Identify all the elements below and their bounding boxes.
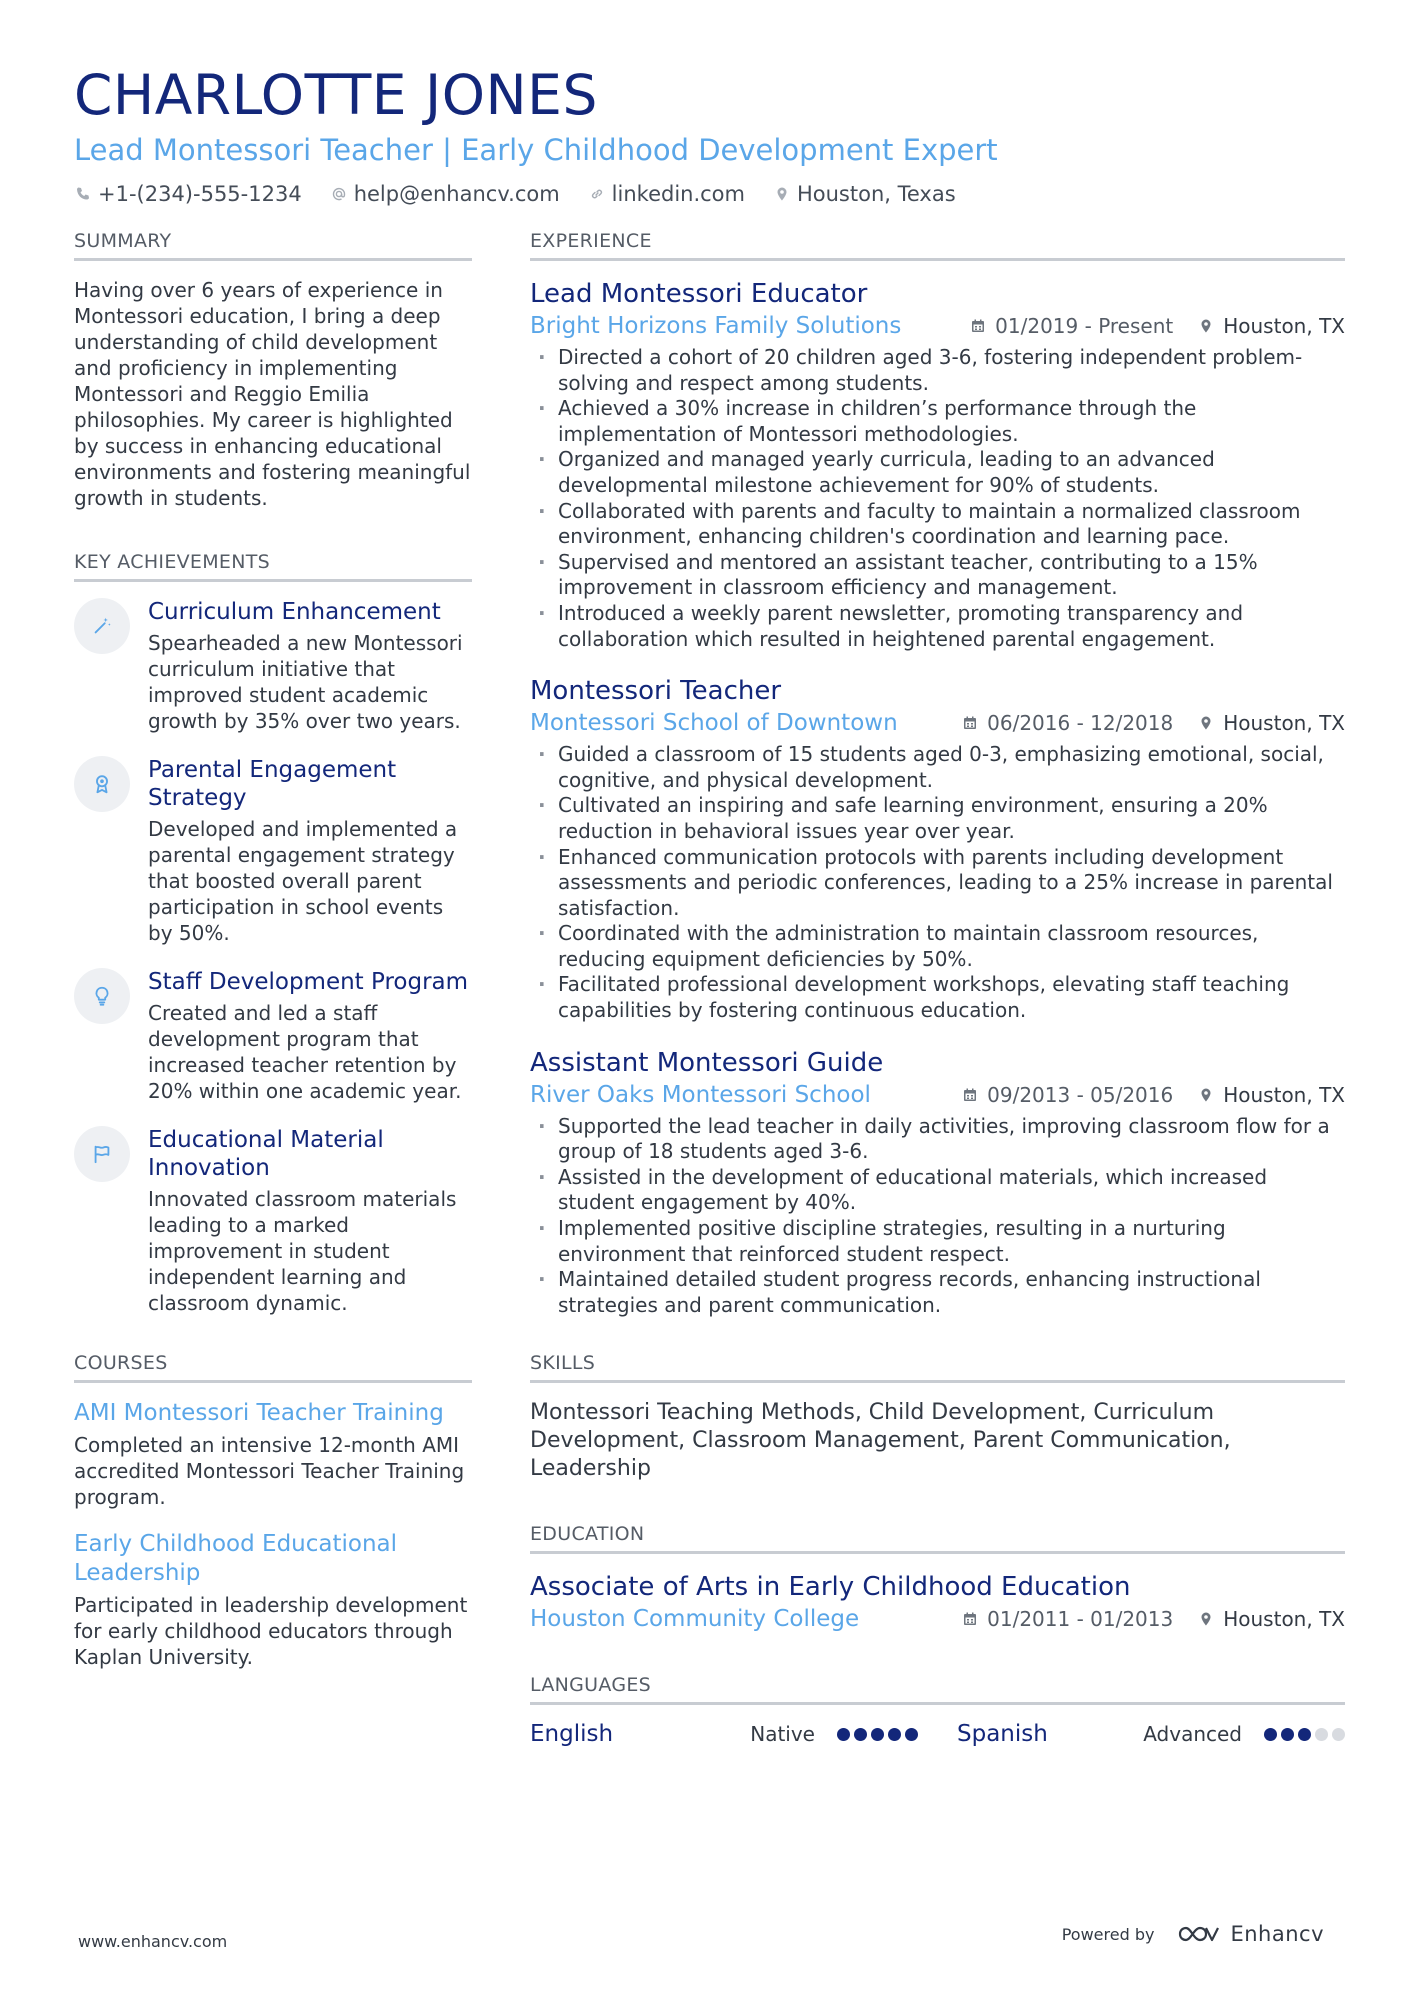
job-entry (530, 674, 1345, 1024)
phone-text: +1-(234)-555-1234 (98, 182, 302, 206)
calendar-icon (961, 714, 979, 732)
achievement-item (74, 1126, 472, 1316)
section-title-languages: LANGUAGES (530, 1674, 1345, 1705)
proficiency-dots (1260, 1728, 1345, 1741)
achievement-item (74, 598, 472, 734)
proficiency-dot-filled (837, 1728, 850, 1741)
section-title-achievements: KEY ACHIEVEMENTS (74, 551, 472, 582)
summary-text: Having over 6 years of experience in Montessori education, I bring a deep understanding of child development and proficiency in implementing Montessori and Reggio Emilia philosophies. My career is highlighted by success in enhancing educational environments and fostering meaningful growth in students. (74, 278, 471, 510)
job-title: Montessori Teacher (530, 676, 782, 707)
job-bullets (530, 742, 1345, 1024)
linkedin-text: linkedin.com (611, 182, 745, 206)
section-title-summary: SUMMARY (74, 230, 472, 261)
flag-icon (74, 1126, 130, 1182)
location-pin-icon (1197, 317, 1215, 335)
bullet-item: · Achieved a 30% increase in children’s performance through the implementation of Montessori methodologies. (530, 396, 1345, 447)
job-company: Montessori School of Downtown (530, 710, 898, 737)
proficiency-dot-filled (1264, 1728, 1277, 1741)
email-text: help@enhancv.com (353, 182, 560, 206)
lightbulb-icon (74, 968, 130, 1024)
job-bullets (530, 345, 1345, 652)
footer-branding (1062, 1922, 1324, 1946)
job-meta (530, 1082, 1345, 1108)
award-icon (74, 756, 130, 812)
achievement-title: Educational Material Innovation (148, 1127, 384, 1181)
language-item (957, 1721, 1345, 1747)
job-dates: 01/2019 - Present (995, 314, 1174, 338)
link-icon (588, 185, 606, 203)
contact-row (74, 182, 1344, 206)
job-title: Assistant Montessori Guide (530, 1047, 884, 1078)
achievement-title: Parental Engagement Strategy (148, 757, 397, 811)
job-location: Houston, TX (1223, 1082, 1345, 1107)
bullet-item: · Coordinated with the administration to maintain classroom resources, reducing equipment deficiencies by 50%. (530, 921, 1345, 972)
bullet-item: · Implemented positive discipline strategies, resulting in a nurturing environment that reinforced student respect. (530, 1216, 1345, 1267)
section-title-skills: SKILLS (530, 1352, 1345, 1383)
proficiency-dot-filled (1298, 1728, 1311, 1741)
enhancv-logo-icon (1176, 1922, 1222, 1946)
brand-name: Enhancv (1230, 1922, 1324, 1946)
magic-wand-icon (74, 598, 130, 654)
course-title: Early Childhood Educational Leadership (74, 1531, 398, 1586)
education-location: Houston, TX (1223, 1607, 1345, 1632)
calendar-icon (961, 1610, 979, 1628)
job-entry (530, 1046, 1345, 1319)
course-desc: Completed an intensive 12-month AMI accredited Montessori Teacher Training program. (74, 1433, 465, 1509)
bullet-item: · Introduced a weekly parent newsletter, promoting transparency and collaboration which resulted in heightened parental engagement. (530, 601, 1345, 652)
course-item (74, 1399, 472, 1510)
job-company: Bright Horizons Family Solutions (530, 313, 902, 339)
location-pin-icon (1197, 714, 1215, 732)
proficiency-dot-filled (871, 1728, 884, 1741)
achievement-item (74, 968, 472, 1104)
candidate-headline: Lead Montessori Teacher | Early Childhood Development Expert (74, 133, 998, 167)
location-pin-icon (1197, 1610, 1215, 1628)
bullet-item: · Facilitated professional development workshops, elevating staff teaching capabilities by fostering continuous education. (530, 972, 1345, 1023)
language-level: Native (750, 1722, 815, 1747)
job-company: River Oaks Montessori School (530, 1081, 871, 1108)
course-desc: Participated in leadership development for early childhood educators through Kaplan University. (74, 1593, 468, 1669)
job-location: Houston, TX (1223, 314, 1345, 338)
education-meta (530, 1606, 1345, 1632)
resume-header (74, 60, 1344, 206)
language-level: Advanced (1143, 1722, 1242, 1747)
languages-row (530, 1721, 1345, 1747)
job-dates: 09/2013 - 05/2016 (987, 1082, 1174, 1107)
section-title-education: EDUCATION (530, 1523, 1345, 1554)
proficiency-dot-empty (1315, 1728, 1328, 1741)
contact-email[interactable] (330, 182, 560, 206)
job-bullets (530, 1114, 1345, 1319)
proficiency-dot-filled (888, 1728, 901, 1741)
bullet-item: · Maintained detailed student progress records, enhancing instructional strategies and parent communication. (530, 1267, 1345, 1318)
contact-location (773, 182, 956, 206)
powered-by-label: Powered by (1061, 1924, 1155, 1944)
right-column (530, 230, 1345, 1747)
section-title-courses: COURSES (74, 1352, 472, 1383)
education-dates: 01/2011 - 01/2013 (987, 1607, 1174, 1632)
achievement-title: Staff Development Program (148, 969, 469, 995)
contact-phone[interactable] (74, 182, 302, 206)
bullet-item: · Directed a cohort of 20 children aged 3-6, fostering independent problem-solving and respect among students. (530, 345, 1345, 396)
job-entry (530, 277, 1345, 652)
calendar-icon (961, 1086, 979, 1104)
phone-icon (74, 185, 92, 203)
bullet-item: · Organized and managed yearly curricula, leading to an advanced developmental milestone achievement for 90% of students. (530, 447, 1345, 498)
bullet-item: · Guided a classroom of 15 students aged 0-3, emphasizing emotional, social, cognitive, and physical development. (530, 742, 1345, 793)
education-school: Houston Community College (530, 1606, 860, 1633)
education-entry (530, 1570, 1345, 1632)
job-title: Lead Montessori Educator (530, 279, 868, 309)
calendar-icon (969, 317, 987, 335)
bullet-item: · Assisted in the development of educational materials, which increased student engagement by 40%. (530, 1165, 1345, 1216)
achievement-desc: Spearheaded a new Montessori curriculum initiative that improved student academic growth by 35% over two years. (148, 631, 463, 733)
achievement-title: Curriculum Enhancement (148, 599, 441, 625)
proficiency-dots (833, 1728, 918, 1741)
bullet-item: · Supervised and mentored an assistant teacher, contributing to a 15% improvement in classroom efficiency and management. (530, 550, 1345, 601)
skills-text: Montessori Teaching Methods, Child Development, Curriculum Development, Classroom Management, Parent Communication, Leadership (530, 1400, 1231, 1482)
job-meta (530, 313, 1345, 339)
achievement-desc: Created and led a staff development program that increased teacher retention by 20% within one academic year. (148, 1001, 462, 1103)
section-title-experience: EXPERIENCE (530, 230, 1345, 261)
bullet-item: · Cultivated an inspiring and safe learning environment, ensuring a 20% reduction in behavioral issues year over year. (530, 793, 1345, 844)
bullet-item: · Supported the lead teacher in daily activities, improving classroom flow for a group of 18 students aged 3-6. (530, 1114, 1345, 1165)
job-location: Houston, TX (1223, 711, 1345, 736)
bullet-item: · Collaborated with parents and faculty to maintain a normalized classroom environment, enhancing children's coordination and learning pace. (530, 499, 1345, 550)
location-text: Houston, Texas (796, 182, 956, 206)
at-icon (330, 185, 348, 203)
course-title: AMI Montessori Teacher Training (74, 1400, 444, 1426)
candidate-name: CHARLOTTE JONES (74, 63, 598, 127)
location-pin-icon (773, 185, 791, 203)
footer-website[interactable]: www.enhancv.com (78, 1932, 228, 1951)
proficiency-dot-filled (1281, 1728, 1294, 1741)
bullet-item: · Enhanced communication protocols with parents including development assessments and periodic conferences, leading to a 25% increase in parental satisfaction. (530, 845, 1345, 922)
location-pin-icon (1197, 1086, 1215, 1104)
language-name: Spanish (957, 1721, 1048, 1748)
course-item (74, 1530, 472, 1670)
achievement-item (74, 756, 472, 946)
job-dates: 06/2016 - 12/2018 (987, 711, 1174, 736)
job-meta (530, 710, 1345, 736)
language-name: English (530, 1721, 614, 1748)
brand-logo[interactable] (1176, 1922, 1324, 1946)
left-column (74, 230, 472, 1690)
language-item (530, 1721, 918, 1747)
contact-linkedin[interactable] (588, 182, 745, 206)
proficiency-dot-empty (1332, 1728, 1345, 1741)
education-degree: Associate of Arts in Early Childhood Education (530, 1572, 1131, 1603)
achievement-desc: Developed and implemented a parental engagement strategy that boosted overall parent participation in school events by 50%. (148, 817, 458, 945)
proficiency-dot-filled (854, 1728, 867, 1741)
proficiency-dot-filled (905, 1728, 918, 1741)
achievement-desc: Innovated classroom materials leading to a marked improvement in student independent learning and classroom dynamic. (148, 1187, 457, 1315)
